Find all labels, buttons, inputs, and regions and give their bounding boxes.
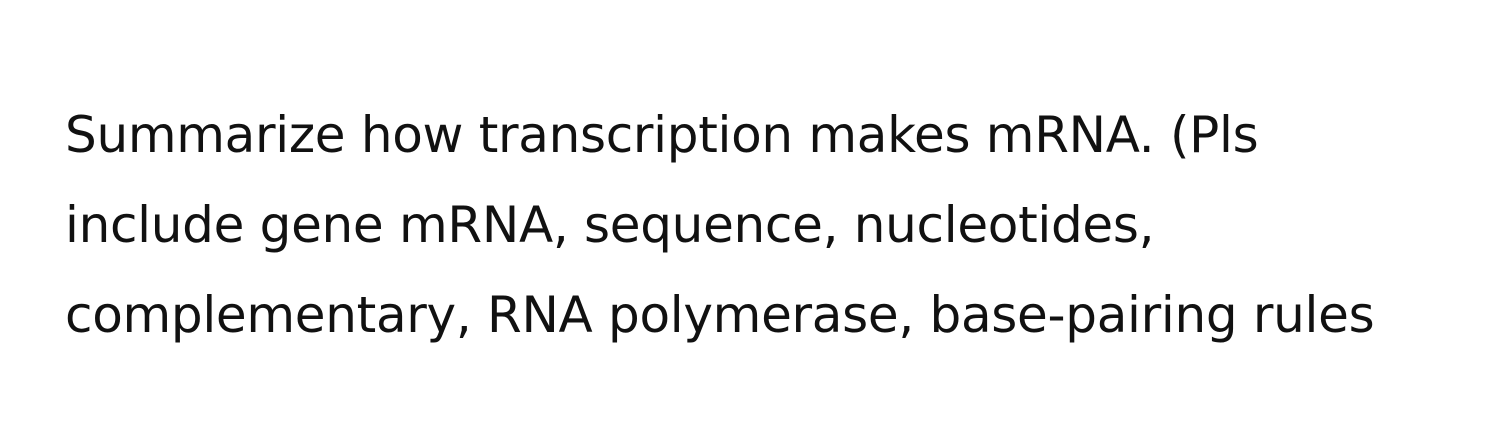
prompt-line-2: include gene mRNA, sequence, nucleotides, bbox=[65, 196, 1155, 254]
prompt-text bbox=[65, 90, 1374, 360]
prompt-line-3: complementary, RNA polymerase, base-pairing rules bbox=[65, 286, 1375, 344]
prompt-line-1: Summarize how transcription makes mRNA. (Pls bbox=[65, 106, 1259, 164]
